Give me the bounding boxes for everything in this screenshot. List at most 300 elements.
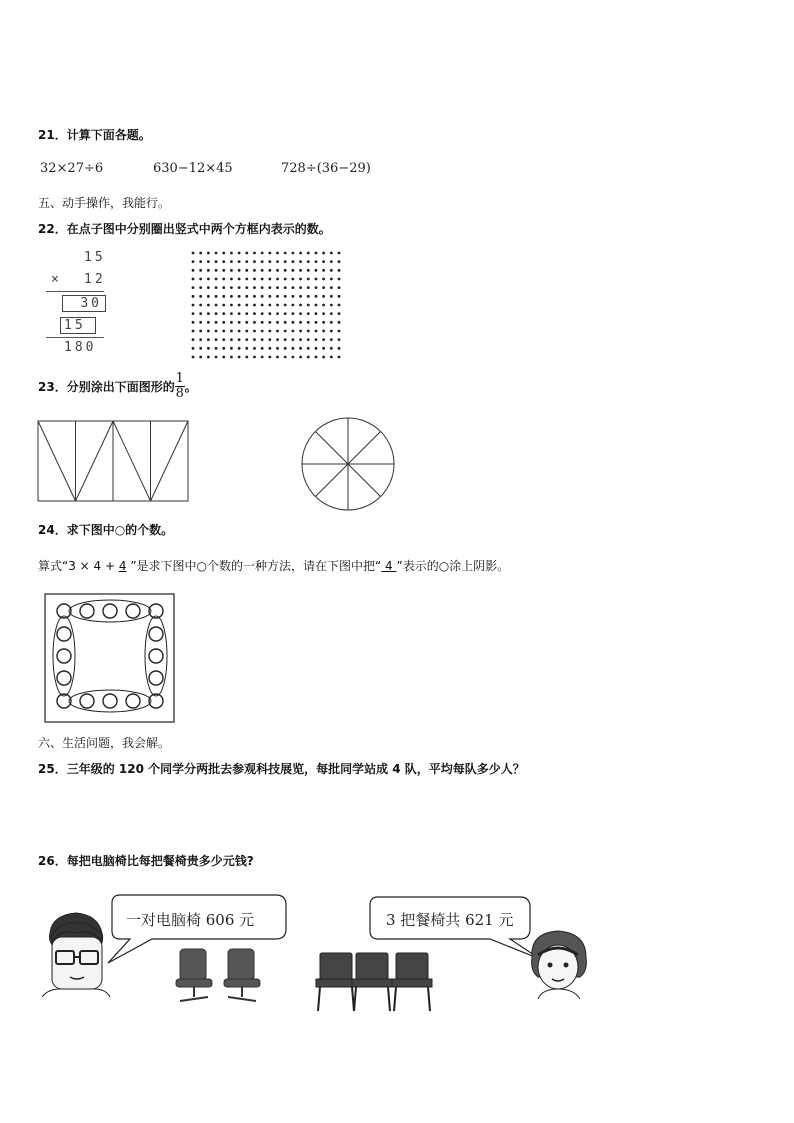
grid-dot[interactable] <box>253 330 256 333</box>
grid-dot[interactable] <box>276 338 279 341</box>
grid-dot[interactable] <box>199 347 202 350</box>
grid-dot[interactable] <box>207 330 210 333</box>
small-circle <box>57 649 71 663</box>
grid-dot[interactable] <box>245 278 248 281</box>
grid-dot[interactable] <box>322 347 325 350</box>
grid-dot[interactable] <box>222 330 225 333</box>
grid-dot[interactable] <box>268 260 271 263</box>
grid-dot[interactable] <box>299 269 302 272</box>
grid-dot[interactable] <box>245 269 248 272</box>
grid-dot[interactable] <box>192 321 195 324</box>
grid-dot[interactable] <box>215 260 218 263</box>
grid-dot[interactable] <box>215 330 218 333</box>
grid-dot[interactable] <box>268 286 271 289</box>
grid-dot[interactable] <box>253 260 256 263</box>
partial-product-box-2: 15 <box>60 317 96 334</box>
q22-title: 22．在点子图中分别圈出竖式中两个方框内表示的数。 <box>38 222 331 236</box>
grid-dot[interactable] <box>238 356 241 359</box>
grid-dot[interactable] <box>222 338 225 341</box>
circle-eight-sectors-figure[interactable] <box>300 416 396 512</box>
small-circle <box>149 649 163 663</box>
grid-dot[interactable] <box>215 304 218 307</box>
grid-dot[interactable] <box>291 286 294 289</box>
grid-dot[interactable] <box>245 330 248 333</box>
grid-dot[interactable] <box>338 356 341 359</box>
grid-dot[interactable] <box>192 347 195 350</box>
grid-dot[interactable] <box>307 278 310 281</box>
grid-dot[interactable] <box>276 286 279 289</box>
grid-dot[interactable] <box>307 338 310 341</box>
grid-dot[interactable] <box>207 269 210 272</box>
woman-avatar <box>532 931 587 999</box>
right-speech-bubble <box>370 897 540 959</box>
grid-dot[interactable] <box>315 338 318 341</box>
grid-dot[interactable] <box>291 312 294 315</box>
grid-dot[interactable] <box>322 304 325 307</box>
grid-dot[interactable] <box>199 278 202 281</box>
grid-dot[interactable] <box>299 286 302 289</box>
grid-dot[interactable] <box>230 312 233 315</box>
grid-dot[interactable] <box>207 338 210 341</box>
grid-dot[interactable] <box>330 269 333 272</box>
grid-dot[interactable] <box>238 338 241 341</box>
grid-dot[interactable] <box>192 269 195 272</box>
grid-dot[interactable] <box>261 356 264 359</box>
grid-dot[interactable] <box>284 321 287 324</box>
grid-dot[interactable] <box>230 347 233 350</box>
grid-dot[interactable] <box>307 269 310 272</box>
multiplier: 12 <box>84 272 106 287</box>
grid-dot[interactable] <box>230 260 233 263</box>
grid-dot[interactable] <box>245 304 248 307</box>
grid-dot[interactable] <box>268 278 271 281</box>
grid-dot[interactable] <box>215 347 218 350</box>
grid-dot[interactable] <box>322 252 325 255</box>
grid-dot[interactable] <box>199 330 202 333</box>
q21-expression-3: 728÷(36−29) <box>281 161 371 176</box>
grid-dot[interactable] <box>230 321 233 324</box>
q21-expression-2: 630−12×45 <box>153 161 233 176</box>
grid-dot[interactable] <box>284 338 287 341</box>
grid-dot[interactable] <box>238 252 241 255</box>
grid-dot[interactable] <box>322 338 325 341</box>
grid-dot[interactable] <box>253 278 256 281</box>
grid-dot[interactable] <box>307 321 310 324</box>
grid-dot[interactable] <box>230 278 233 281</box>
grid-dot[interactable] <box>199 286 202 289</box>
grid-dot[interactable] <box>276 278 279 281</box>
small-circle <box>149 627 163 641</box>
grid-dot[interactable] <box>230 295 233 298</box>
grid-dot[interactable] <box>253 347 256 350</box>
grid-dot[interactable] <box>268 252 271 255</box>
grid-dot[interactable] <box>199 312 202 315</box>
grid-dot[interactable] <box>268 295 271 298</box>
grid-dot[interactable] <box>291 347 294 350</box>
grid-dot[interactable] <box>199 252 202 255</box>
small-circle <box>80 604 94 618</box>
grid-dot[interactable] <box>338 321 341 324</box>
grid-dot[interactable] <box>291 295 294 298</box>
grid-dot[interactable] <box>330 252 333 255</box>
grid-dot[interactable] <box>276 356 279 359</box>
grid-dot[interactable] <box>330 304 333 307</box>
grid-dot[interactable] <box>315 295 318 298</box>
grid-dot[interactable] <box>291 330 294 333</box>
grid-dot[interactable] <box>330 278 333 281</box>
grid-dot[interactable] <box>315 347 318 350</box>
grid-dot[interactable] <box>276 347 279 350</box>
small-circle <box>149 671 163 685</box>
grid-dot[interactable] <box>299 347 302 350</box>
grid-dot[interactable] <box>338 330 341 333</box>
grid-dot[interactable] <box>299 260 302 263</box>
grid-dot[interactable] <box>276 252 279 255</box>
grid-dot[interactable] <box>215 252 218 255</box>
grid-dot[interactable] <box>338 304 341 307</box>
grid-dot[interactable] <box>222 356 225 359</box>
small-circle <box>57 627 71 641</box>
grid-dot[interactable] <box>238 278 241 281</box>
grid-dot[interactable] <box>261 286 264 289</box>
grid-dot[interactable] <box>238 295 241 298</box>
grid-dot[interactable] <box>276 321 279 324</box>
grid-dot[interactable] <box>222 304 225 307</box>
grid-dot[interactable] <box>192 295 195 298</box>
grid-dot[interactable] <box>199 321 202 324</box>
partial-product-box-1: 30 <box>62 295 106 312</box>
grid-dot[interactable] <box>215 356 218 359</box>
grid-dot[interactable] <box>253 304 256 307</box>
grid-dot[interactable] <box>192 278 195 281</box>
grid-dot[interactable] <box>291 269 294 272</box>
grid-dot[interactable] <box>315 286 318 289</box>
grid-dot[interactable] <box>330 338 333 341</box>
grid-dot[interactable] <box>284 312 287 315</box>
grid-dot[interactable] <box>276 260 279 263</box>
grid-dot[interactable] <box>284 304 287 307</box>
grid-dot[interactable] <box>322 321 325 324</box>
grid-dot[interactable] <box>276 330 279 333</box>
grid-dot[interactable] <box>215 295 218 298</box>
grid-dot[interactable] <box>330 321 333 324</box>
grid-dot[interactable] <box>230 252 233 255</box>
grid-dot[interactable] <box>299 330 302 333</box>
small-circle <box>103 694 117 708</box>
grid-dot[interactable] <box>238 269 241 272</box>
grid-dot[interactable] <box>245 295 248 298</box>
dining-chairs-icon <box>316 953 432 1011</box>
grid-dot[interactable] <box>222 347 225 350</box>
small-circle <box>126 604 140 618</box>
grid-dot[interactable] <box>222 252 225 255</box>
grid-dot[interactable] <box>299 312 302 315</box>
q26-illustration <box>40 893 620 1015</box>
grid-dot[interactable] <box>322 312 325 315</box>
grid-dot[interactable] <box>207 304 210 307</box>
grid-dot[interactable] <box>215 278 218 281</box>
grid-dot[interactable] <box>199 356 202 359</box>
grid-dot[interactable] <box>299 295 302 298</box>
grid-dot[interactable] <box>268 269 271 272</box>
grid-dot[interactable] <box>207 286 210 289</box>
grid-dot[interactable] <box>253 252 256 255</box>
grid-dot[interactable] <box>253 295 256 298</box>
grid-dot[interactable] <box>230 286 233 289</box>
grid-dot[interactable] <box>192 338 195 341</box>
grid-dot[interactable] <box>238 304 241 307</box>
small-circle <box>80 694 94 708</box>
fraction-denominator: 8 <box>175 386 184 401</box>
grid-dot[interactable] <box>338 286 341 289</box>
grid-dot[interactable] <box>291 260 294 263</box>
q23-title <box>38 372 197 401</box>
grid-dot[interactable] <box>192 312 195 315</box>
grid-dot[interactable] <box>199 338 202 341</box>
grid-dot[interactable] <box>238 347 241 350</box>
grid-dot[interactable] <box>230 356 233 359</box>
grid-dot[interactable] <box>207 295 210 298</box>
grid-dot[interactable] <box>215 312 218 315</box>
grid-dot[interactable] <box>230 330 233 333</box>
grid-dot[interactable] <box>207 356 210 359</box>
grid-dot[interactable] <box>253 286 256 289</box>
grid-dot[interactable] <box>192 330 195 333</box>
q21-expression-1: 32×27÷6 <box>40 161 104 176</box>
grid-dot[interactable] <box>207 278 210 281</box>
grid-dot[interactable] <box>261 304 264 307</box>
grid-dot[interactable] <box>338 295 341 298</box>
grid-dot[interactable] <box>307 356 310 359</box>
grid-dot[interactable] <box>284 347 287 350</box>
grid-dot[interactable] <box>230 304 233 307</box>
grid-dot[interactable] <box>261 295 264 298</box>
grid-dot[interactable] <box>253 269 256 272</box>
grid-dot[interactable] <box>192 304 195 307</box>
grid-dot[interactable] <box>307 330 310 333</box>
grid-dot[interactable] <box>284 252 287 255</box>
small-circle <box>57 671 71 685</box>
one-eighth-fraction <box>175 372 185 401</box>
grid-dot[interactable] <box>299 252 302 255</box>
grid-dot[interactable] <box>245 312 248 315</box>
grid-dot[interactable] <box>268 347 271 350</box>
grid-dot[interactable] <box>222 295 225 298</box>
grid-dot[interactable] <box>199 260 202 263</box>
q25-title: 25．三年级的 120 个同学分两批去参观科技展览，每批同学站成 4 队，平均每队多少人？ <box>38 762 525 776</box>
grid-dot[interactable] <box>207 347 210 350</box>
grid-dot[interactable] <box>207 260 210 263</box>
grid-dot[interactable] <box>215 269 218 272</box>
grid-dot[interactable] <box>230 338 233 341</box>
grid-dot[interactable] <box>284 330 287 333</box>
grid-dot[interactable] <box>315 278 318 281</box>
grid-dot[interactable] <box>276 269 279 272</box>
grid-dot[interactable] <box>330 295 333 298</box>
grid-dot[interactable] <box>261 312 264 315</box>
grid-dot[interactable] <box>215 338 218 341</box>
grid-dot[interactable] <box>268 312 271 315</box>
grid-dot[interactable] <box>315 312 318 315</box>
q23-title-suffix: 。 <box>184 380 197 394</box>
grid-dot[interactable] <box>253 338 256 341</box>
grid-dot[interactable] <box>238 286 241 289</box>
grid-dot[interactable] <box>222 260 225 263</box>
grid-dot[interactable] <box>307 252 310 255</box>
grid-dot[interactable] <box>315 330 318 333</box>
bubble-right-text: 3 把餐椅共 621 元 <box>386 911 514 929</box>
grid-dot[interactable] <box>307 347 310 350</box>
grid-dot[interactable] <box>238 312 241 315</box>
grid-dot[interactable] <box>315 321 318 324</box>
grid-dot[interactable] <box>322 278 325 281</box>
grid-dot[interactable] <box>268 304 271 307</box>
grid-dot[interactable] <box>330 347 333 350</box>
grid-dot[interactable] <box>291 356 294 359</box>
grid-dot[interactable] <box>291 252 294 255</box>
grid-dot[interactable] <box>230 269 233 272</box>
grid-dot[interactable] <box>215 286 218 289</box>
grid-dot[interactable] <box>268 330 271 333</box>
grid-dot[interactable] <box>245 252 248 255</box>
grid-dot[interactable] <box>299 338 302 341</box>
grid-dot[interactable] <box>192 260 195 263</box>
grid-dot[interactable] <box>207 312 210 315</box>
grid-dot[interactable] <box>307 312 310 315</box>
circle-arrangement-figure[interactable] <box>44 593 176 724</box>
grid-dot[interactable] <box>284 356 287 359</box>
grid-dot[interactable] <box>338 312 341 315</box>
grid-dot[interactable] <box>291 304 294 307</box>
grid-dot[interactable] <box>299 304 302 307</box>
grid-dot[interactable] <box>253 312 256 315</box>
grid-dot[interactable] <box>268 321 271 324</box>
grid-dot[interactable] <box>192 252 195 255</box>
grid-dot[interactable] <box>199 304 202 307</box>
grid-dot[interactable] <box>338 269 341 272</box>
grid-dot[interactable] <box>338 278 341 281</box>
grid-dot[interactable] <box>199 269 202 272</box>
grid-dot[interactable] <box>330 286 333 289</box>
grid-dot[interactable] <box>330 312 333 315</box>
grid-dot[interactable] <box>284 286 287 289</box>
grid-dot[interactable] <box>245 286 248 289</box>
grid-dot[interactable] <box>215 321 218 324</box>
grid-dot[interactable] <box>245 356 248 359</box>
grid-dot[interactable] <box>307 304 310 307</box>
grid-dot[interactable] <box>330 356 333 359</box>
grid-dot[interactable] <box>268 338 271 341</box>
rectangle-triangles-figure[interactable] <box>37 420 191 504</box>
grid-dot[interactable] <box>276 304 279 307</box>
grid-dot[interactable] <box>268 356 271 359</box>
grid-dot[interactable] <box>322 330 325 333</box>
grid-dot[interactable] <box>222 278 225 281</box>
grid-dot[interactable] <box>315 269 318 272</box>
grid-dot[interactable] <box>261 252 264 255</box>
grid-dot[interactable] <box>284 260 287 263</box>
grid-dot[interactable] <box>276 312 279 315</box>
q24-description <box>38 557 509 574</box>
bubble-left-text: 一对电脑椅 606 元 <box>126 911 255 929</box>
grid-dot[interactable] <box>315 252 318 255</box>
grid-dot[interactable] <box>330 330 333 333</box>
q24-desc-part1: 算式“3 × 4 + <box>38 559 119 573</box>
grid-dot[interactable] <box>307 295 310 298</box>
grid-dot[interactable] <box>322 286 325 289</box>
grid-dot[interactable] <box>299 321 302 324</box>
grid-dot[interactable] <box>192 286 195 289</box>
section6-title: 六、生活问题，我会解。 <box>38 736 171 750</box>
grid-dot[interactable] <box>315 260 318 263</box>
grid-dot[interactable] <box>338 338 341 341</box>
grid-dot[interactable] <box>207 252 210 255</box>
grid-dot[interactable] <box>238 321 241 324</box>
multiplicand: 15 <box>84 250 106 265</box>
grid-dot[interactable] <box>222 321 225 324</box>
grid-dot[interactable] <box>238 260 241 263</box>
grid-dot[interactable] <box>284 278 287 281</box>
grid-dot[interactable] <box>291 338 294 341</box>
divider-line-2 <box>46 337 104 338</box>
grid-dot[interactable] <box>322 260 325 263</box>
grid-dot[interactable] <box>322 269 325 272</box>
grid-dot[interactable] <box>199 295 202 298</box>
grid-dot[interactable] <box>245 347 248 350</box>
grid-dot[interactable] <box>291 321 294 324</box>
grid-dot[interactable] <box>284 295 287 298</box>
grid-dot[interactable] <box>338 260 341 263</box>
grid-dot[interactable] <box>261 338 264 341</box>
dot-grid[interactable] <box>190 250 342 360</box>
grid-dot[interactable] <box>253 321 256 324</box>
grid-dot[interactable] <box>322 295 325 298</box>
grid-dot[interactable] <box>261 269 264 272</box>
grid-dot[interactable] <box>315 304 318 307</box>
grid-dot[interactable] <box>322 356 325 359</box>
grid-dot[interactable] <box>192 356 195 359</box>
grid-dot[interactable] <box>222 286 225 289</box>
grid-dot[interactable] <box>307 286 310 289</box>
grid-dot[interactable] <box>253 356 256 359</box>
grid-dot[interactable] <box>245 338 248 341</box>
grid-dot[interactable] <box>261 260 264 263</box>
grid-dot[interactable] <box>338 252 341 255</box>
man-avatar <box>42 913 110 997</box>
grid-dot[interactable] <box>222 312 225 315</box>
grid-dot[interactable] <box>261 278 264 281</box>
grid-dot[interactable] <box>261 321 264 324</box>
grid-dot[interactable] <box>245 321 248 324</box>
grid-dot[interactable] <box>207 321 210 324</box>
grid-dot[interactable] <box>261 330 264 333</box>
grid-dot[interactable] <box>330 260 333 263</box>
grid-dot[interactable] <box>222 269 225 272</box>
grid-dot[interactable] <box>245 260 248 263</box>
grid-dot[interactable] <box>261 347 264 350</box>
grid-dot[interactable] <box>299 356 302 359</box>
grid-dot[interactable] <box>307 260 310 263</box>
grid-dot[interactable] <box>338 347 341 350</box>
grid-dot[interactable] <box>299 278 302 281</box>
q24-desc-part2: ”是求下图中○个数的一种方法，请在下图中把“ <box>126 559 382 573</box>
grid-dot[interactable] <box>276 295 279 298</box>
small-circle <box>126 694 140 708</box>
grid-dot[interactable] <box>238 330 241 333</box>
grid-dot[interactable] <box>284 269 287 272</box>
grid-dot[interactable] <box>315 356 318 359</box>
grid-dot[interactable] <box>291 278 294 281</box>
